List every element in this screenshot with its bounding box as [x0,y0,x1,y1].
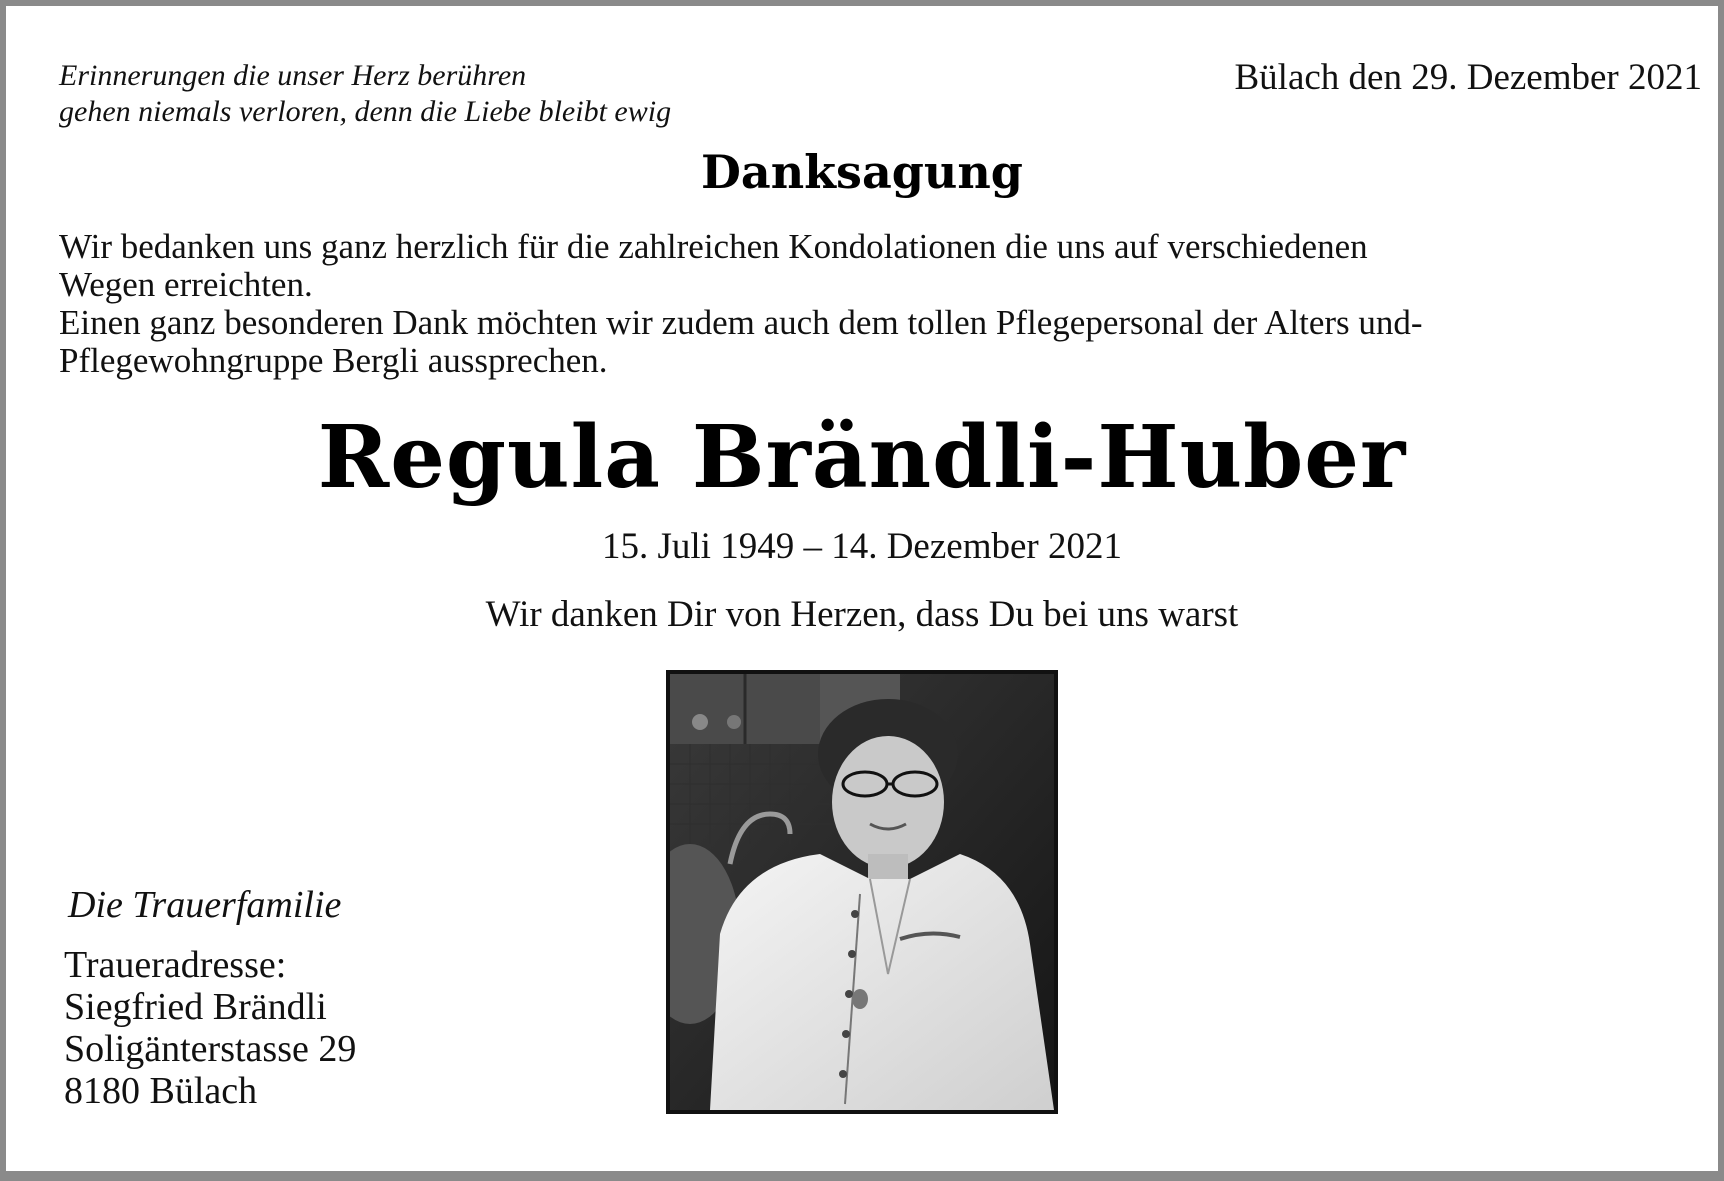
thanks-line-4: Pflegewohngruppe Bergli aussprechen. [59,341,608,380]
portrait-photo [666,670,1058,1114]
portrait-illustration [670,674,1054,1110]
thanks-paragraph [59,228,1709,380]
family-signature: Die Trauerfamilie [68,884,342,926]
place-date: Bülach den 29. Dezember 2021 [1234,57,1702,98]
obituary-page [6,6,1718,1171]
address-city: 8180 Bülach [64,1070,258,1112]
deceased-name: Regula Brändli-Huber [317,407,1407,508]
motto-line-1: Erinnerungen die unser Herz berühren [59,59,527,92]
motto-quote [59,58,671,130]
thanks-line-3: Einen ganz besonderen Dank möchten wir zudem auch dem tollen Pflegepersonal der Alters und- [59,303,1423,342]
address-street: Soligänterstasse 29 [64,1028,357,1070]
mourning-address [64,944,356,1112]
thanks-line-1: Wir bedanken uns ganz herzlich für die zahlreichen Kondolationen die uns auf verschiedenen [59,227,1368,266]
life-dates: 15. Juli 1949 – 14. Dezember 2021 [602,526,1122,567]
address-label: Traueradresse: [64,944,287,986]
motto-line-2: gehen niemals verloren, denn die Liebe bleibt ewig [59,95,672,128]
page-heading: Danksagung [701,145,1023,199]
thanks-line-2: Wegen erreichten. [59,265,313,304]
address-name: Siegfried Brändli [64,986,327,1028]
dedication-text: Wir danken Dir von Herzen, dass Du bei uns warst [485,594,1239,635]
